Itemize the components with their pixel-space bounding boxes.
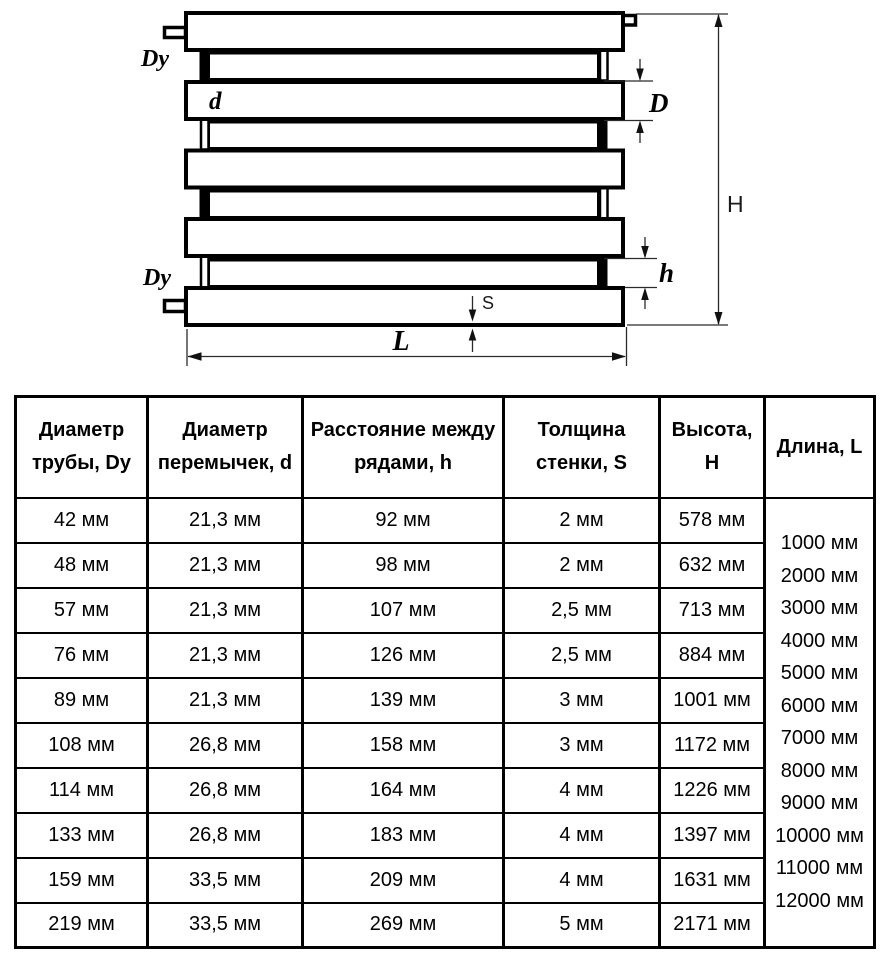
cell-h: 209 мм bbox=[303, 858, 504, 903]
cell-H: 2171 мм bbox=[660, 903, 765, 948]
cell-s: 2 мм bbox=[504, 498, 660, 543]
length-value: 6000 мм bbox=[780, 694, 859, 717]
cell-dy: 108 мм bbox=[16, 723, 148, 768]
length-values-list bbox=[766, 527, 873, 917]
cell-d: 21,3 мм bbox=[148, 543, 303, 588]
table-row bbox=[16, 633, 875, 678]
table-row bbox=[16, 903, 875, 948]
header-length: Длина, L bbox=[765, 397, 875, 498]
jumper-left-1 bbox=[200, 50, 209, 81]
jumper-right-2 bbox=[599, 119, 608, 150]
cell-H: 1397 мм bbox=[660, 813, 765, 858]
cell-s: 2,5 мм bbox=[504, 633, 660, 678]
pipe-row-5 bbox=[186, 151, 623, 188]
table-row bbox=[16, 813, 875, 858]
table-row bbox=[16, 498, 875, 543]
arrow-up-icon bbox=[469, 329, 477, 341]
cell-s: 4 мм bbox=[504, 813, 660, 858]
cell-d: 26,8 мм bbox=[148, 768, 303, 813]
cell-h: 269 мм bbox=[303, 903, 504, 948]
arrow-up-icon bbox=[636, 121, 644, 134]
cell-dy: 42 мм bbox=[16, 498, 148, 543]
cell-d: 21,3 мм bbox=[148, 588, 303, 633]
jumper-right-1 bbox=[600, 50, 608, 81]
arrow-down-icon bbox=[636, 69, 644, 82]
stub-top-left bbox=[165, 28, 186, 38]
cell-H: 884 мм bbox=[660, 633, 765, 678]
length-value: 4000 мм bbox=[780, 629, 859, 652]
pipe-row-4 bbox=[208, 122, 599, 150]
header-wall-thickness: Толщина стенки, S bbox=[504, 397, 660, 498]
cell-H: 1226 мм bbox=[660, 768, 765, 813]
header-height: Высота, H bbox=[660, 397, 765, 498]
jumper-left-3 bbox=[200, 188, 209, 219]
header-pipe-diameter: Диаметр трубы, Dy bbox=[16, 397, 148, 498]
arrow-right-icon bbox=[612, 352, 626, 361]
cell-H: 1001 мм bbox=[660, 678, 765, 723]
stub-bottom-left bbox=[165, 301, 186, 312]
dimension-H bbox=[627, 14, 744, 325]
cell-h: 126 мм bbox=[303, 633, 504, 678]
label-height-H: H bbox=[727, 191, 744, 217]
length-value: 8000 мм bbox=[780, 759, 859, 782]
cell-H: 1631 мм bbox=[660, 858, 765, 903]
jumper-left-2 bbox=[201, 119, 209, 150]
pipe-row-2 bbox=[208, 53, 599, 81]
pipe-row-9 bbox=[186, 288, 623, 325]
table-row bbox=[16, 858, 875, 903]
arrow-down-icon bbox=[715, 312, 723, 325]
jumper-right-3 bbox=[600, 188, 608, 219]
length-value: 2000 мм bbox=[780, 564, 859, 587]
cell-dy: 89 мм bbox=[16, 678, 148, 723]
header-row-spacing: Расстояние между рядами, h bbox=[303, 397, 504, 498]
register-diagram bbox=[0, 0, 888, 392]
pipe-row-1 bbox=[186, 13, 623, 50]
cell-s: 4 мм bbox=[504, 858, 660, 903]
cell-dy: 76 мм bbox=[16, 633, 148, 678]
cell-dy: 48 мм bbox=[16, 543, 148, 588]
length-value: 10000 мм bbox=[775, 824, 864, 847]
cell-d: 26,8 мм bbox=[148, 813, 303, 858]
cell-h: 164 мм bbox=[303, 768, 504, 813]
cell-h: 183 мм bbox=[303, 813, 504, 858]
label-wall-thickness-S: S bbox=[482, 293, 495, 313]
pipe-row-8 bbox=[208, 260, 599, 288]
cell-dy: 133 мм bbox=[16, 813, 148, 858]
length-value: 9000 мм bbox=[780, 792, 859, 815]
pipe-row-3 bbox=[186, 82, 623, 119]
cell-dy: 57 мм bbox=[16, 588, 148, 633]
cell-s: 3 мм bbox=[504, 723, 660, 768]
table-header-row bbox=[16, 397, 875, 498]
pipe-row-6 bbox=[208, 191, 599, 219]
table-row bbox=[16, 678, 875, 723]
cell-d: 33,5 мм bbox=[148, 858, 303, 903]
cell-h: 158 мм bbox=[303, 723, 504, 768]
cell-dy: 219 мм bbox=[16, 903, 148, 948]
cell-d: 26,8 мм bbox=[148, 723, 303, 768]
cell-d: 21,3 мм bbox=[148, 678, 303, 723]
cell-H: 1172 мм bbox=[660, 723, 765, 768]
cell-s: 3 мм bbox=[504, 678, 660, 723]
cell-h: 107 мм bbox=[303, 588, 504, 633]
length-value: 12000 мм bbox=[775, 889, 864, 912]
length-value: 3000 мм bbox=[780, 597, 859, 620]
pipe-row-7 bbox=[186, 219, 623, 256]
arrow-up-icon bbox=[641, 288, 649, 301]
arrow-up-icon bbox=[715, 14, 723, 27]
length-value: 1000 мм bbox=[780, 532, 859, 555]
jumper-left-4 bbox=[201, 256, 209, 288]
table-row bbox=[16, 543, 875, 588]
cell-d: 21,3 мм bbox=[148, 633, 303, 678]
label-pipe-diameter-bottom-Dy: Dy bbox=[143, 265, 171, 291]
length-value: 7000 мм bbox=[780, 727, 859, 750]
length-value: 5000 мм bbox=[780, 662, 859, 685]
cell-H: 578 мм bbox=[660, 498, 765, 543]
arrow-left-icon bbox=[188, 352, 202, 361]
cell-s: 4 мм bbox=[504, 768, 660, 813]
label-length-L: L bbox=[392, 326, 410, 357]
cell-s: 2,5 мм bbox=[504, 588, 660, 633]
cell-H: 632 мм bbox=[660, 543, 765, 588]
cell-dy: 114 мм bbox=[16, 768, 148, 813]
cell-s: 5 мм bbox=[504, 903, 660, 948]
arrow-down-icon bbox=[641, 246, 649, 259]
cell-h: 139 мм bbox=[303, 678, 504, 723]
label-jumper-diameter-d: d bbox=[209, 88, 222, 115]
table-row bbox=[16, 588, 875, 633]
cell-h: 98 мм bbox=[303, 543, 504, 588]
table-row bbox=[16, 768, 875, 813]
cell-length-merged bbox=[765, 498, 875, 948]
table-row bbox=[16, 723, 875, 768]
label-outer-diameter-D: D bbox=[649, 88, 669, 118]
header-jumper-diameter: Диаметр перемычек, d bbox=[148, 397, 303, 498]
cell-d: 33,5 мм bbox=[148, 903, 303, 948]
cell-d: 21,3 мм bbox=[148, 498, 303, 543]
dimension-L bbox=[187, 326, 627, 366]
jumper-right-4 bbox=[599, 256, 608, 288]
cell-H: 713 мм bbox=[660, 588, 765, 633]
cell-h: 92 мм bbox=[303, 498, 504, 543]
cell-dy: 159 мм bbox=[16, 858, 148, 903]
dimensions-table bbox=[14, 395, 876, 949]
cell-s: 2 мм bbox=[504, 543, 660, 588]
length-value: 11000 мм bbox=[775, 857, 864, 880]
label-row-spacing-h: h bbox=[659, 258, 675, 288]
label-pipe-diameter-top-Dy: Dy bbox=[141, 46, 169, 72]
